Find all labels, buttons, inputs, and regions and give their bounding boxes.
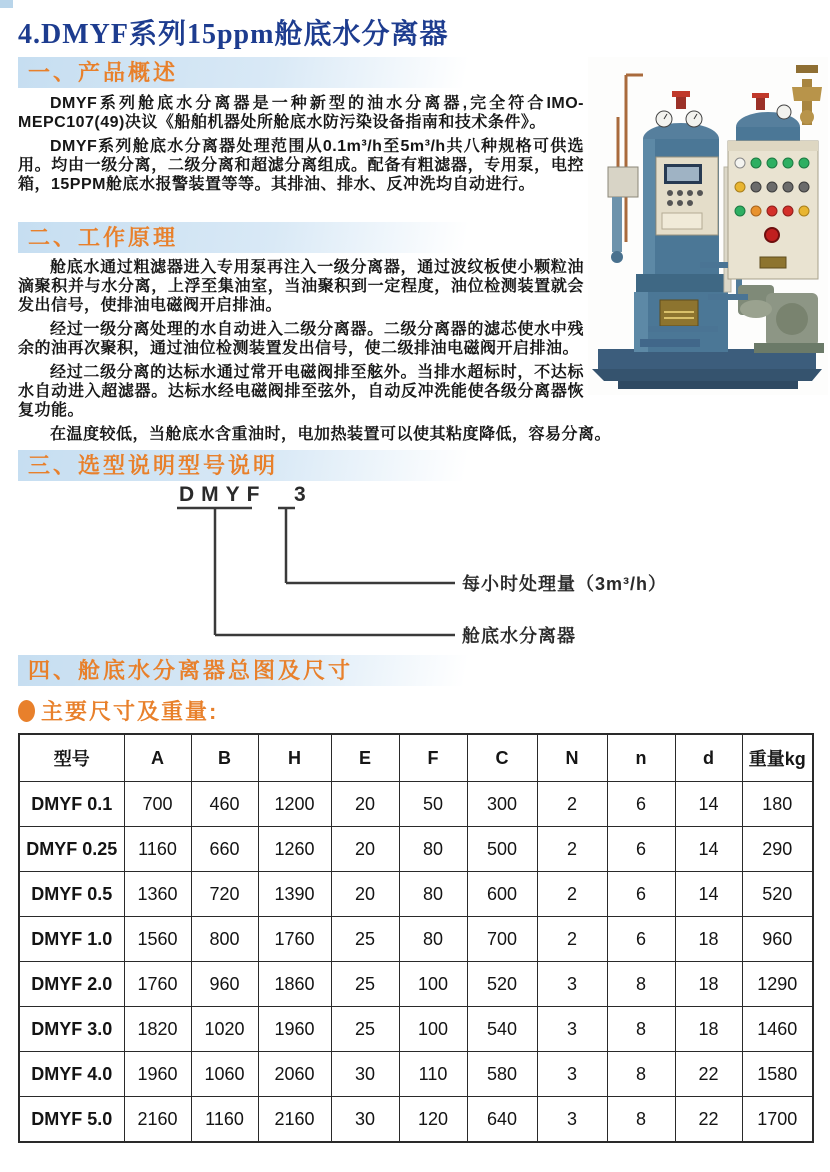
value-cell: 22: [675, 1052, 742, 1097]
section-heading-overview: 一、产品概述: [18, 57, 483, 88]
type-label: 舱底水分离器: [462, 626, 576, 646]
table-row: [19, 1097, 813, 1143]
model-cell: DMYF 0.1: [19, 782, 124, 827]
value-cell: 1160: [124, 827, 191, 872]
table-header-row: [19, 734, 813, 782]
model-cell: DMYF 5.0: [19, 1097, 124, 1143]
column-header: 重量kg: [742, 734, 813, 782]
control-display: [656, 157, 718, 235]
model-cell: DMYF 3.0: [19, 1007, 124, 1052]
bullet-dot-icon: [18, 700, 35, 722]
column-header: d: [675, 734, 742, 782]
value-cell: 6: [607, 872, 675, 917]
paragraph: 经过一级分离处理的水自动进入二级分离器。二级分离器的滤芯使水中残余的油再次聚积，通过油位检测装置发出信号，使二级排油电磁阀开启排油。: [18, 321, 584, 357]
paragraph: DMYF系列舱底水分离器处理范围从0.1m³/h至5m³/h共八种规格可供选用。均由一级分离，二级分离和超滤分离组成。配备有粗滤器，专用泵，电控箱，15PPM舱底水报警装置等等。其排油、排水、反冲洗均自动进行。: [18, 138, 584, 193]
value-cell: 1560: [124, 917, 191, 962]
value-cell: 640: [467, 1097, 537, 1143]
value-cell: 14: [675, 782, 742, 827]
value-cell: 660: [191, 827, 258, 872]
paragraph: 在温度较低，当舱底水含重油时，电加热装置可以使其粘度降低，容易分离。: [50, 426, 612, 443]
value-cell: 8: [607, 1052, 675, 1097]
column-header: B: [191, 734, 258, 782]
scan-artifact: [0, 0, 13, 8]
column-header: H: [258, 734, 331, 782]
column-header: N: [537, 734, 607, 782]
value-cell: 1060: [191, 1052, 258, 1097]
value-cell: 800: [191, 917, 258, 962]
value-cell: 2: [537, 827, 607, 872]
value-cell: 960: [191, 962, 258, 1007]
value-cell: 18: [675, 962, 742, 1007]
column-header: n: [607, 734, 675, 782]
value-cell: 100: [399, 1007, 467, 1052]
value-cell: 100: [399, 962, 467, 1007]
value-cell: 8: [607, 962, 675, 1007]
section-heading-dimensions: 四、舱底水分离器总图及尺寸: [18, 655, 483, 686]
model-cell: DMYF 4.0: [19, 1052, 124, 1097]
capacity-label: 每小时处理量（3m³/h）: [462, 574, 668, 594]
value-cell: 1700: [742, 1097, 813, 1143]
dimensions-subheading: [18, 695, 218, 726]
value-cell: 50: [399, 782, 467, 827]
value-cell: 300: [467, 782, 537, 827]
value-cell: 1960: [258, 1007, 331, 1052]
column-header: E: [331, 734, 399, 782]
value-cell: 180: [742, 782, 813, 827]
value-cell: 1260: [258, 827, 331, 872]
value-cell: 2060: [258, 1052, 331, 1097]
model-cell: DMYF 0.5: [19, 872, 124, 917]
capacity-digit-text: 3: [294, 483, 306, 506]
table-row: [19, 1007, 813, 1052]
value-cell: 2: [537, 917, 607, 962]
value-cell: 960: [742, 917, 813, 962]
value-cell: 18: [675, 1007, 742, 1052]
model-cell: DMYF 1.0: [19, 917, 124, 962]
value-cell: 1460: [742, 1007, 813, 1052]
principle-paragraphs: [18, 258, 612, 449]
value-cell: 2160: [258, 1097, 331, 1143]
table-row: [19, 827, 813, 872]
value-cell: 30: [331, 1097, 399, 1143]
value-cell: 1960: [124, 1052, 191, 1097]
column-header: C: [467, 734, 537, 782]
value-cell: 80: [399, 917, 467, 962]
value-cell: 520: [742, 872, 813, 917]
value-cell: 2160: [124, 1097, 191, 1143]
value-cell: 3: [537, 1007, 607, 1052]
value-cell: 80: [399, 872, 467, 917]
value-cell: 2: [537, 782, 607, 827]
value-cell: 1360: [124, 872, 191, 917]
table-row: [19, 962, 813, 1007]
model-code-diagram: [18, 483, 812, 651]
value-cell: 3: [537, 962, 607, 1007]
table-row: [19, 1052, 813, 1097]
value-cell: 8: [607, 1097, 675, 1143]
value-cell: 25: [331, 962, 399, 1007]
column-header: 型号: [19, 734, 124, 782]
value-cell: 20: [331, 782, 399, 827]
column-header: F: [399, 734, 467, 782]
value-cell: 2: [537, 872, 607, 917]
table-row: [19, 917, 813, 962]
value-cell: 520: [467, 962, 537, 1007]
value-cell: 20: [331, 872, 399, 917]
value-cell: 14: [675, 872, 742, 917]
cabinet-label-plate: [760, 257, 786, 268]
value-cell: 6: [607, 827, 675, 872]
electrical-control-cabinet: [728, 141, 818, 279]
value-cell: 1760: [258, 917, 331, 962]
section-heading-model-selection: 三、选型说明型号说明: [18, 450, 483, 481]
value-cell: 1390: [258, 872, 331, 917]
value-cell: 1020: [191, 1007, 258, 1052]
value-cell: 1860: [258, 962, 331, 1007]
value-cell: 700: [124, 782, 191, 827]
column-header: A: [124, 734, 191, 782]
value-cell: 1580: [742, 1052, 813, 1097]
value-cell: 580: [467, 1052, 537, 1097]
value-cell: 3: [537, 1097, 607, 1143]
value-cell: 720: [191, 872, 258, 917]
value-cell: 6: [607, 782, 675, 827]
value-cell: 25: [331, 1007, 399, 1052]
value-cell: 600: [467, 872, 537, 917]
value-cell: 110: [399, 1052, 467, 1097]
value-cell: 22: [675, 1097, 742, 1143]
value-cell: 700: [467, 917, 537, 962]
value-cell: 18: [675, 917, 742, 962]
equipment-photo: [588, 57, 828, 395]
value-cell: 1200: [258, 782, 331, 827]
value-cell: 290: [742, 827, 813, 872]
value-cell: 3: [537, 1052, 607, 1097]
model-code-text: DMYF: [179, 483, 267, 506]
table-row: [19, 782, 813, 827]
dimensions-subheading-label: 主要尺寸及重量:: [41, 699, 219, 724]
value-cell: 1160: [191, 1097, 258, 1143]
paragraph: DMYF系列舱底水分离器是一种新型的油水分离器,完全符合IMO-MEPC107(49)决议《船舶机器处所舱底水防污染设备指南和技术条件》。: [18, 95, 584, 131]
value-cell: 8: [607, 1007, 675, 1052]
value-cell: 460: [191, 782, 258, 827]
value-cell: 1290: [742, 962, 813, 1007]
value-cell: 540: [467, 1007, 537, 1052]
model-cell: DMYF 0.25: [19, 827, 124, 872]
value-cell: 6: [607, 917, 675, 962]
section-heading-principle: 二、工作原理: [18, 222, 483, 253]
paragraph: 舱底水通过粗滤器进入专用泵再注入一级分离器，通过波纹板使小颗粒油滴聚积并与水分离，上浮至集油室，当油聚积到一定程度，油位检测装置就会发出信号，使排油电磁阀开启排油。: [18, 259, 584, 314]
overview-paragraphs: [18, 94, 584, 199]
dimensions-table: [18, 733, 814, 1143]
value-cell: 30: [331, 1052, 399, 1097]
diagram-leader-lines: [177, 508, 455, 635]
paragraph: 经过二级分离的达标水通过常开电磁阀排至舷外。当排水超标时，不达标水自动进入超滤器。达标水经电磁阀排至弦外，自动反冲洗能使各级分离器恢复功能。: [18, 364, 584, 419]
value-cell: 500: [467, 827, 537, 872]
value-cell: 25: [331, 917, 399, 962]
page-title: 4.DMYF系列15ppm舱底水分离器: [18, 19, 449, 50]
value-cell: 80: [399, 827, 467, 872]
value-cell: 14: [675, 827, 742, 872]
value-cell: 1820: [124, 1007, 191, 1052]
value-cell: 1760: [124, 962, 191, 1007]
table-row: [19, 872, 813, 917]
model-cell: DMYF 2.0: [19, 962, 124, 1007]
value-cell: 20: [331, 827, 399, 872]
base-platform: [592, 349, 822, 389]
value-cell: 120: [399, 1097, 467, 1143]
